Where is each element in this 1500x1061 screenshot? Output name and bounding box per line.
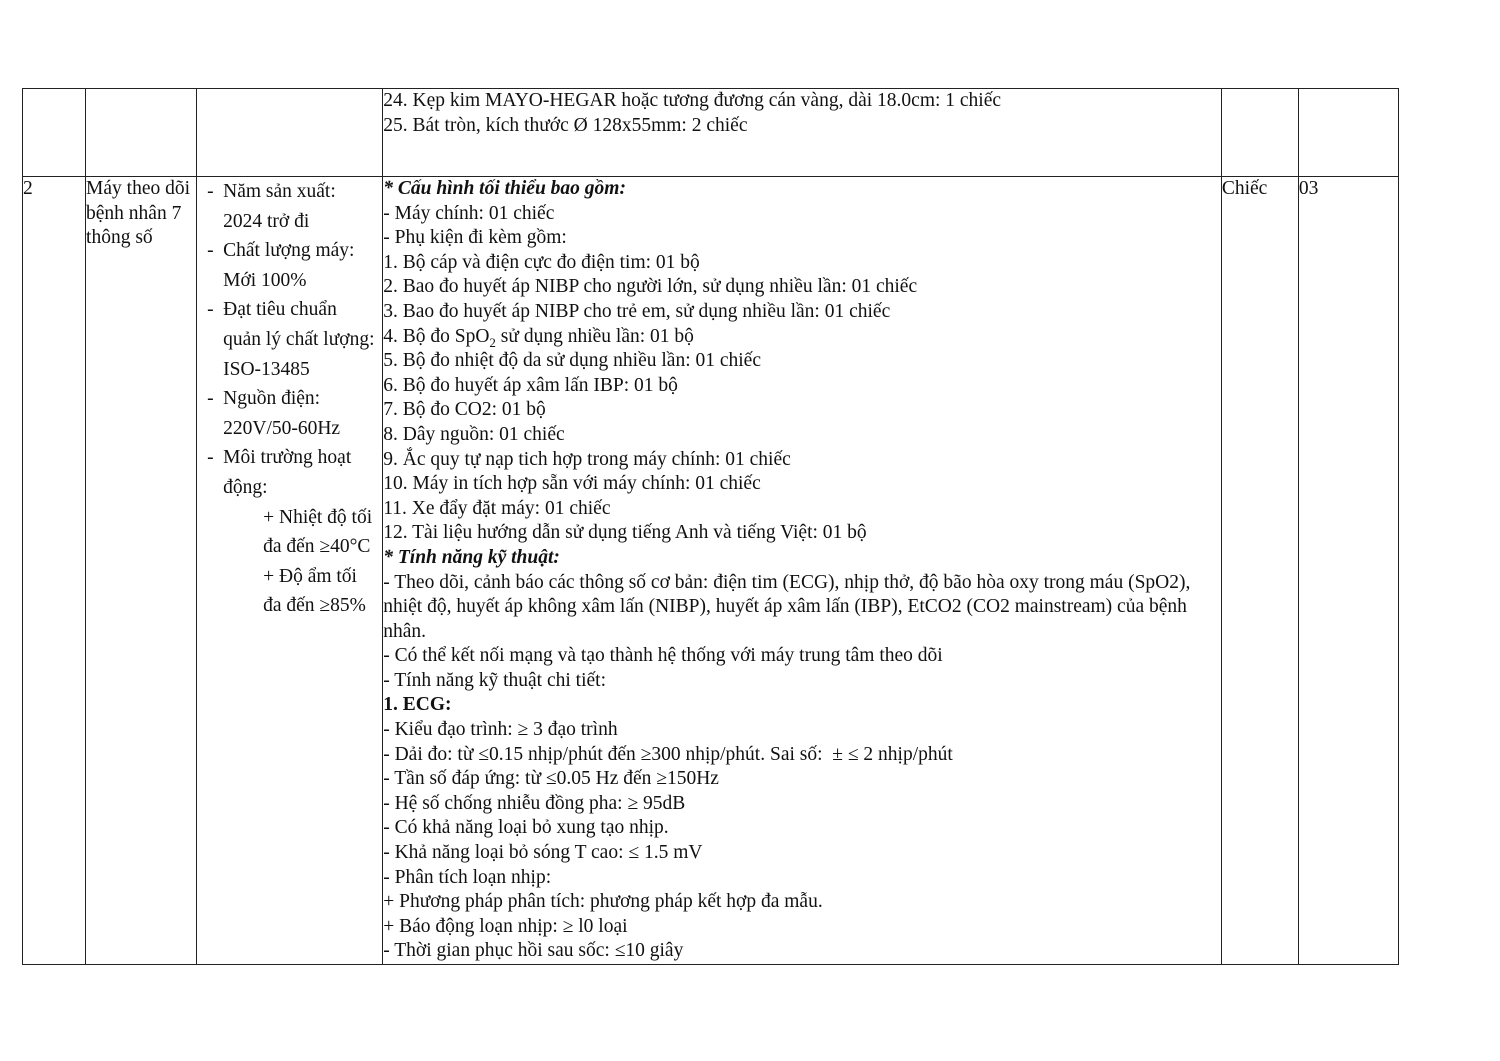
ecg-recovery: - Thời gian phục hồi sau sốc: ≤10 giây <box>383 940 684 962</box>
req-environment <box>205 443 378 621</box>
requirements-list <box>197 177 382 621</box>
ecg-pacer-reject: - Có khả năng loại bỏ xung tạo nhịp. <box>383 817 669 839</box>
accessory-7: 7. Bộ đo CO2: 01 bộ <box>383 399 546 421</box>
ecg-t-wave: - Khả năng loại bỏ sóng T cao: ≤ 1.5 mV <box>383 842 703 864</box>
quantity-cell: 03 <box>1298 177 1398 965</box>
config-accessories: - Phụ kiện đi kèm gồm: <box>383 227 567 249</box>
cell-qty-empty <box>1298 89 1398 177</box>
ecg-arrhythmia-alarm: + Báo động loạn nhịp: ≥ l0 loại <box>383 915 628 937</box>
row-number: 2 <box>23 177 86 965</box>
req-year: - Năm sản xuất: 2024 trở đi <box>205 177 378 236</box>
ecg-header: 1. ECG: <box>383 694 452 716</box>
ecg-cmrr: - Hệ số chống nhiễu đồng pha: ≥ 95dB <box>383 792 686 814</box>
cell-name-empty <box>86 89 197 177</box>
accessory-8: 8. Dây nguồn: 01 chiếc <box>383 423 565 445</box>
accessory-3: 3. Bao đo huyết áp NIBP cho trẻ em, sử dụng nhiều lần: 01 chiếc <box>383 300 891 322</box>
cell-no-empty <box>23 89 86 177</box>
accessory-11: 11. Xe đẩy đặt máy: 01 chiếc <box>383 497 611 519</box>
item-24: 24. Kẹp kim MAYO-HEGAR hoặc tương đương cán vàng, dài 18.0cm: 1 chiếc <box>383 90 1002 111</box>
ecg-leads: - Kiểu đạo trình: ≥ 3 đạo trình <box>383 719 618 741</box>
feature-network: - Có thể kết nối mạng và tạo thành hệ thống với máy trung tâm theo dõi <box>383 645 943 667</box>
unit-cell: Chiếc <box>1221 177 1298 965</box>
req-env-label: Môi trường hoạt động: <box>223 447 352 498</box>
accessory-1: 1. Bộ cáp và điện cực đo điện tim: 01 bộ <box>383 251 700 273</box>
cell-unit-empty <box>1221 89 1298 177</box>
ecg-analysis-method: + Phương pháp phân tích: phương pháp kết hợp đa mẫu. <box>383 891 823 913</box>
config-header: * Cấu hình tối thiểu bao gồm: <box>383 178 626 199</box>
item-25: 25. Bát tròn, kích thước Ø 128x55mm: 2 chiếc <box>383 114 748 136</box>
req-quality: - Chất lượng máy: Mới 100% <box>205 236 378 295</box>
feature-monitoring: - Theo dõi, cảnh báo các thông số cơ bản: điện tim (ECG), nhịp thở, độ bão hòa oxy trong máu (SpO2), nhiệt độ, huyết áp không xâm lấn (NIBP), huyết áp xâm lấn (IBP), EtCO2 (CO2 mainstream) của bệnh nhân. <box>383 571 1196 642</box>
ecg-range: - Dải đo: từ ≤0.15 nhịp/phút đến ≥300 nhịp/phút. Sai số: ± ≤ 2 nhịp/phút <box>383 743 953 765</box>
device-name: Máy theo dõi bệnh nhân 7 thông số <box>86 177 197 965</box>
ecg-arrhythmia: - Phân tích loạn nhịp: <box>383 866 552 888</box>
accessory-6: 6. Bộ đo huyết áp xâm lấn IBP: 01 bộ <box>383 374 678 396</box>
accessory-5: 5. Bộ đo nhiệt độ da sử dụng nhiều lần: 01 chiếc <box>383 350 761 372</box>
table-row-monitor <box>23 177 1399 965</box>
cell-description-previous <box>383 89 1222 177</box>
feature-details: - Tính năng kỹ thuật chi tiết: <box>383 669 606 691</box>
requirements-cell <box>197 177 383 965</box>
features-header: * Tính năng kỹ thuật: <box>383 546 560 568</box>
accessory-4-pre: 4. Bộ đo SpO <box>383 325 490 347</box>
accessory-4-sub: 2 <box>489 334 496 350</box>
config-main-unit: - Máy chính: 01 chiếc <box>383 202 555 224</box>
description-cell <box>383 177 1222 965</box>
accessory-9: 9. Ắc quy tự nạp tich hợp trong máy chính: 01 chiếc <box>383 448 791 470</box>
req-temperature: + Nhiệt độ tối đa đến ≥40°C <box>263 506 373 558</box>
accessory-10: 10. Máy in tích hợp sẵn với máy chính: 01 chiếc <box>383 473 761 495</box>
spec-table <box>22 88 1399 965</box>
accessory-4-post: sử dụng nhiều lần: 01 bộ <box>495 325 694 347</box>
accessory-4 <box>383 325 1221 350</box>
ecg-frequency: - Tần số đáp ứng: từ ≤0.05 Hz đến ≥150Hz <box>383 768 719 790</box>
req-humidity: + Độ ẩm tối đa đến ≥85% <box>263 565 366 617</box>
req-standard: - Đạt tiêu chuẩn quản lý chất lượng: ISO-13485 <box>205 295 378 384</box>
cell-req-empty <box>197 89 383 177</box>
req-power: - Nguồn điện: 220V/50-60Hz <box>205 384 378 443</box>
table-row-previous <box>23 89 1399 177</box>
accessory-12: 12. Tài liệu hướng dẫn sử dụng tiếng Anh và tiếng Việt: 01 bộ <box>383 522 867 544</box>
accessory-2: 2. Bao đo huyết áp NIBP cho người lớn, sử dụng nhiều lần: 01 chiếc <box>383 276 918 298</box>
